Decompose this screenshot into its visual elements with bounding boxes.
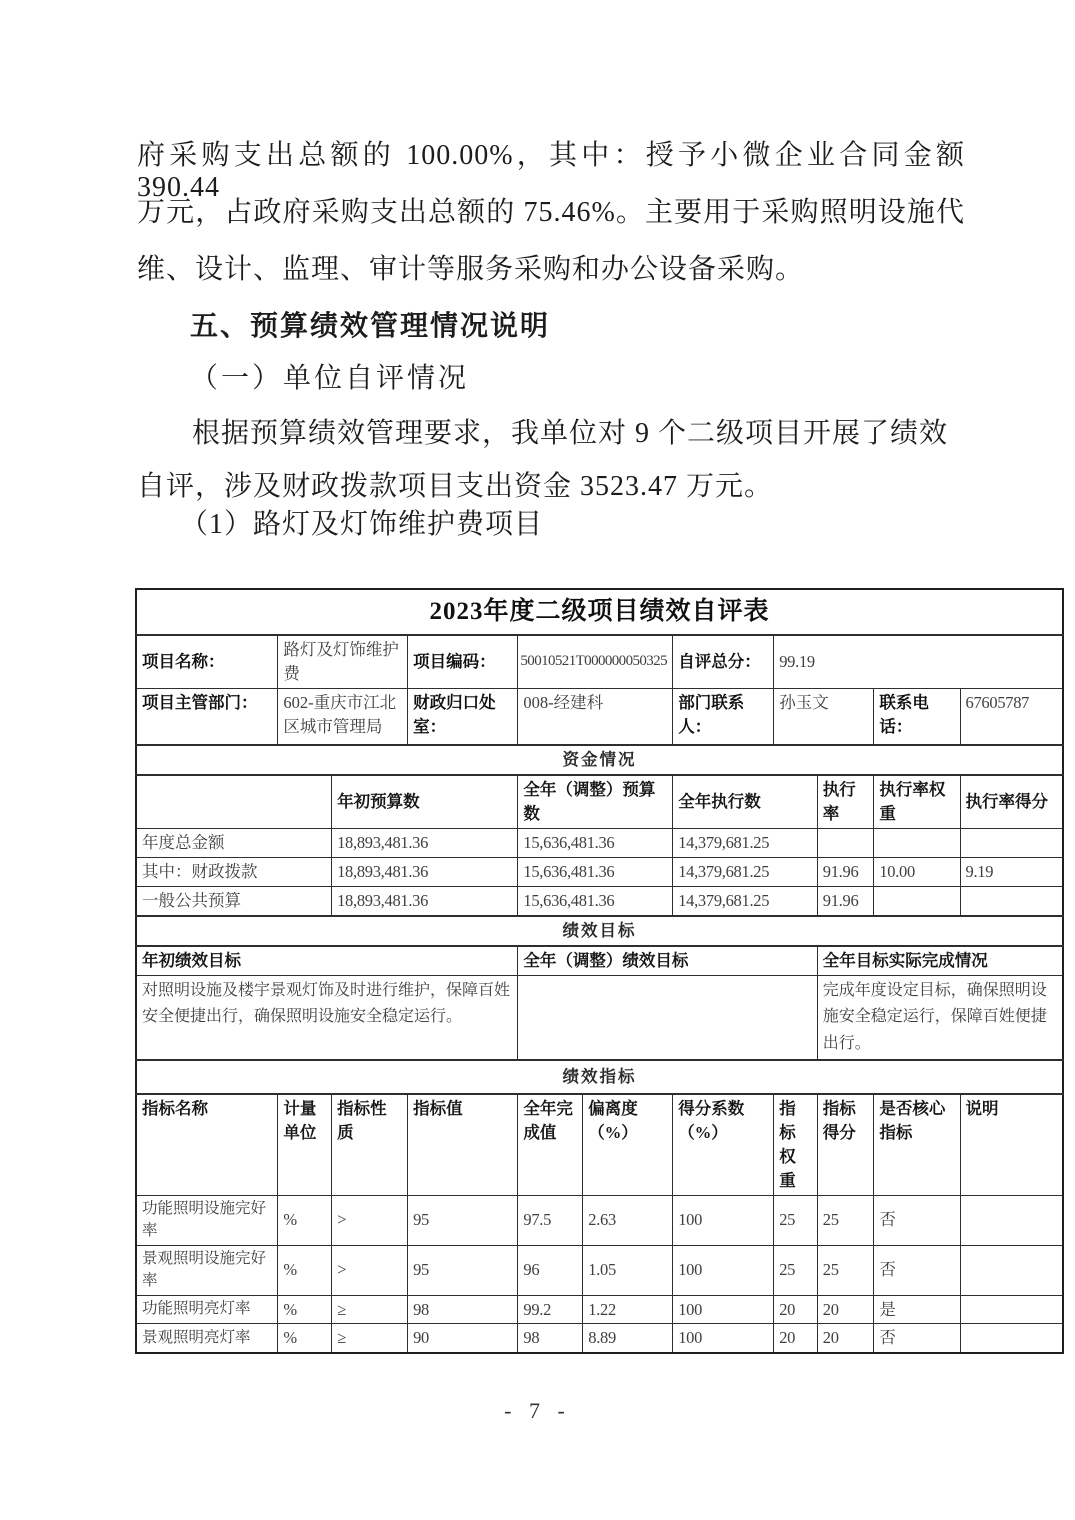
list-item-heading: （1）路灯及灯饰维护费项目 [180,509,544,540]
indicator-weight: 20 [774,1295,818,1324]
paragraph-line: 维、设计、监理、审计等服务采购和办公设备采购。 [137,254,805,285]
funding-cell [960,887,1063,916]
indicator-score-coef: 100 [673,1295,774,1324]
indicator-core-flag: 是 [874,1295,960,1324]
phone-value: 67605787 [960,688,1063,745]
project-code-label: 项目编码： [408,635,518,688]
contact-value: 孙玉文 [774,688,874,745]
indicator-core-flag: 否 [874,1324,960,1353]
finance-office-label: 财政归口处室： [408,688,518,745]
indicator-deviation: 1.05 [583,1245,673,1295]
self-score-label: 自评总分： [673,635,774,688]
indicator-score: 20 [817,1324,874,1353]
indicator-header: 指标得分 [817,1094,874,1195]
funding-cell: 9.19 [960,858,1063,887]
funding-cell: 14,379,681.25 [673,887,818,916]
indicator-header: 指标权重 [774,1094,818,1195]
funding-header: 全年执行数 [673,775,818,828]
indicator-header: 是否核心指标 [874,1094,960,1195]
indicator-nature: ≥ [332,1324,408,1353]
funding-section-title: 资金情况 [136,745,1063,775]
funding-cell: 91.96 [817,887,874,916]
funding-cell [960,829,1063,858]
project-name-value: 路灯及灯饰维护费 [278,635,408,688]
indicator-name: 景观照明亮灯率 [136,1324,278,1353]
self-score-value: 99.19 [774,635,1063,688]
funding-row-label: 年度总金额 [136,829,332,858]
funding-header-empty [136,775,332,828]
indicator-actual: 96 [518,1245,583,1295]
goal-initial-text: 对照明设施及楼宇景观灯饰及时进行维护，保障百姓安全便捷出行，确保照明设施安全稳定运行。 [136,975,518,1060]
indicator-deviation: 8.89 [583,1324,673,1353]
funding-header: 执行率权重 [874,775,960,828]
indicator-actual: 98 [518,1324,583,1353]
paragraph-line: 万元，占政府采购支出总额的 75.46%。主要用于采购照明设施代 [137,197,965,228]
project-code-value: 50010521T000000050325 [518,635,673,688]
funding-cell: 15,636,481.36 [518,887,673,916]
indicator-header: 指标值 [408,1094,518,1195]
indicator-header: 指标性质 [332,1094,408,1195]
table-title: 2023年度二级项目绩效自评表 [136,589,1063,635]
indicator-weight: 25 [774,1245,818,1295]
paragraph-line: 自评，涉及财政拨款项目支出资金 3523.47 万元。 [137,471,774,502]
goals-header: 全年（调整）绩效目标 [518,946,817,975]
funding-cell [817,829,874,858]
funding-cell: 18,893,481.36 [332,887,518,916]
indicator-unit: % [278,1295,332,1324]
indicator-score: 20 [817,1295,874,1324]
indicator-deviation: 1.22 [583,1295,673,1324]
indicator-unit: % [278,1195,332,1245]
indicator-core-flag: 否 [874,1245,960,1295]
indicator-score-coef: 100 [673,1195,774,1245]
section-heading: 五、预算绩效管理情况说明 [190,310,551,341]
paragraph-line: 府采购支出总额的 100.00%，其中：授予小微企业合同金额 390.44 [137,140,965,203]
dept-value: 602-重庆市江北区城市管理局 [278,688,408,745]
indicator-nature: ≥ [332,1295,408,1324]
finance-office-value: 008-经建科 [518,688,673,745]
funding-header: 执行率 [817,775,874,828]
indicator-note [960,1295,1063,1324]
indicator-note [960,1195,1063,1245]
indicator-name: 功能照明设施完好率 [136,1195,278,1245]
project-name-label: 项目名称： [136,635,278,688]
indicator-target: 98 [408,1295,518,1324]
goals-section-title: 绩效目标 [136,916,1063,946]
funding-cell: 91.96 [817,858,874,887]
indicator-header: 得分系数（%） [673,1094,774,1195]
contact-label: 部门联系人： [673,688,774,745]
indicator-target: 95 [408,1245,518,1295]
page-number: - 7 - [504,1398,571,1423]
funding-row-label: 一般公共预算 [136,887,332,916]
indicator-target: 90 [408,1324,518,1353]
indicator-name: 功能照明亮灯率 [136,1295,278,1324]
indicator-deviation: 2.63 [583,1195,673,1245]
indicator-score: 25 [817,1245,874,1295]
indicator-core-flag: 否 [874,1195,960,1245]
indicator-header: 说明 [960,1094,1063,1195]
indicator-header: 计量单位 [278,1094,332,1195]
goals-header: 年初绩效目标 [136,946,518,975]
performance-self-evaluation-table [135,588,1064,1354]
funding-cell: 18,893,481.36 [332,858,518,887]
indicator-weight: 25 [774,1195,818,1245]
indicators-section-title: 绩效指标 [136,1060,1063,1094]
paragraph-line: 根据预算绩效管理要求，我单位对 9 个二级项目开展了绩效 [192,418,949,449]
subsection-heading: （一）单位自评情况 [190,363,470,394]
funding-header: 执行率得分 [960,775,1063,828]
indicator-unit: % [278,1324,332,1353]
dept-label: 项目主管部门： [136,688,278,745]
goal-actual-text: 完成年度设定目标，确保照明设施安全稳定运行，保障百姓便捷出行。 [817,975,1063,1060]
indicator-nature: > [332,1195,408,1245]
funding-cell [874,887,960,916]
goal-adjusted-text [518,975,817,1060]
funding-cell: 18,893,481.36 [332,829,518,858]
indicator-unit: % [278,1245,332,1295]
funding-cell: 10.00 [874,858,960,887]
indicator-note [960,1324,1063,1353]
indicator-actual: 99.2 [518,1295,583,1324]
funding-header: 年初预算数 [332,775,518,828]
indicator-header: 指标名称 [136,1094,278,1195]
goals-header: 全年目标实际完成情况 [817,946,1063,975]
indicator-note [960,1245,1063,1295]
indicator-header: 偏离度（%） [583,1094,673,1195]
indicator-score: 25 [817,1195,874,1245]
funding-row-label: 其中：财政拨款 [136,858,332,887]
indicator-name: 景观照明设施完好率 [136,1245,278,1295]
indicator-target: 95 [408,1195,518,1245]
funding-header: 全年（调整）预算数 [518,775,673,828]
indicator-weight: 20 [774,1324,818,1353]
indicator-actual: 97.5 [518,1195,583,1245]
indicator-nature: > [332,1245,408,1295]
funding-cell: 14,379,681.25 [673,829,818,858]
indicator-header: 全年完成值 [518,1094,583,1195]
indicator-score-coef: 100 [673,1245,774,1295]
funding-cell [874,829,960,858]
indicator-score-coef: 100 [673,1324,774,1353]
funding-cell: 15,636,481.36 [518,858,673,887]
phone-label: 联系电话： [874,688,960,745]
funding-cell: 15,636,481.36 [518,829,673,858]
funding-cell: 14,379,681.25 [673,858,818,887]
